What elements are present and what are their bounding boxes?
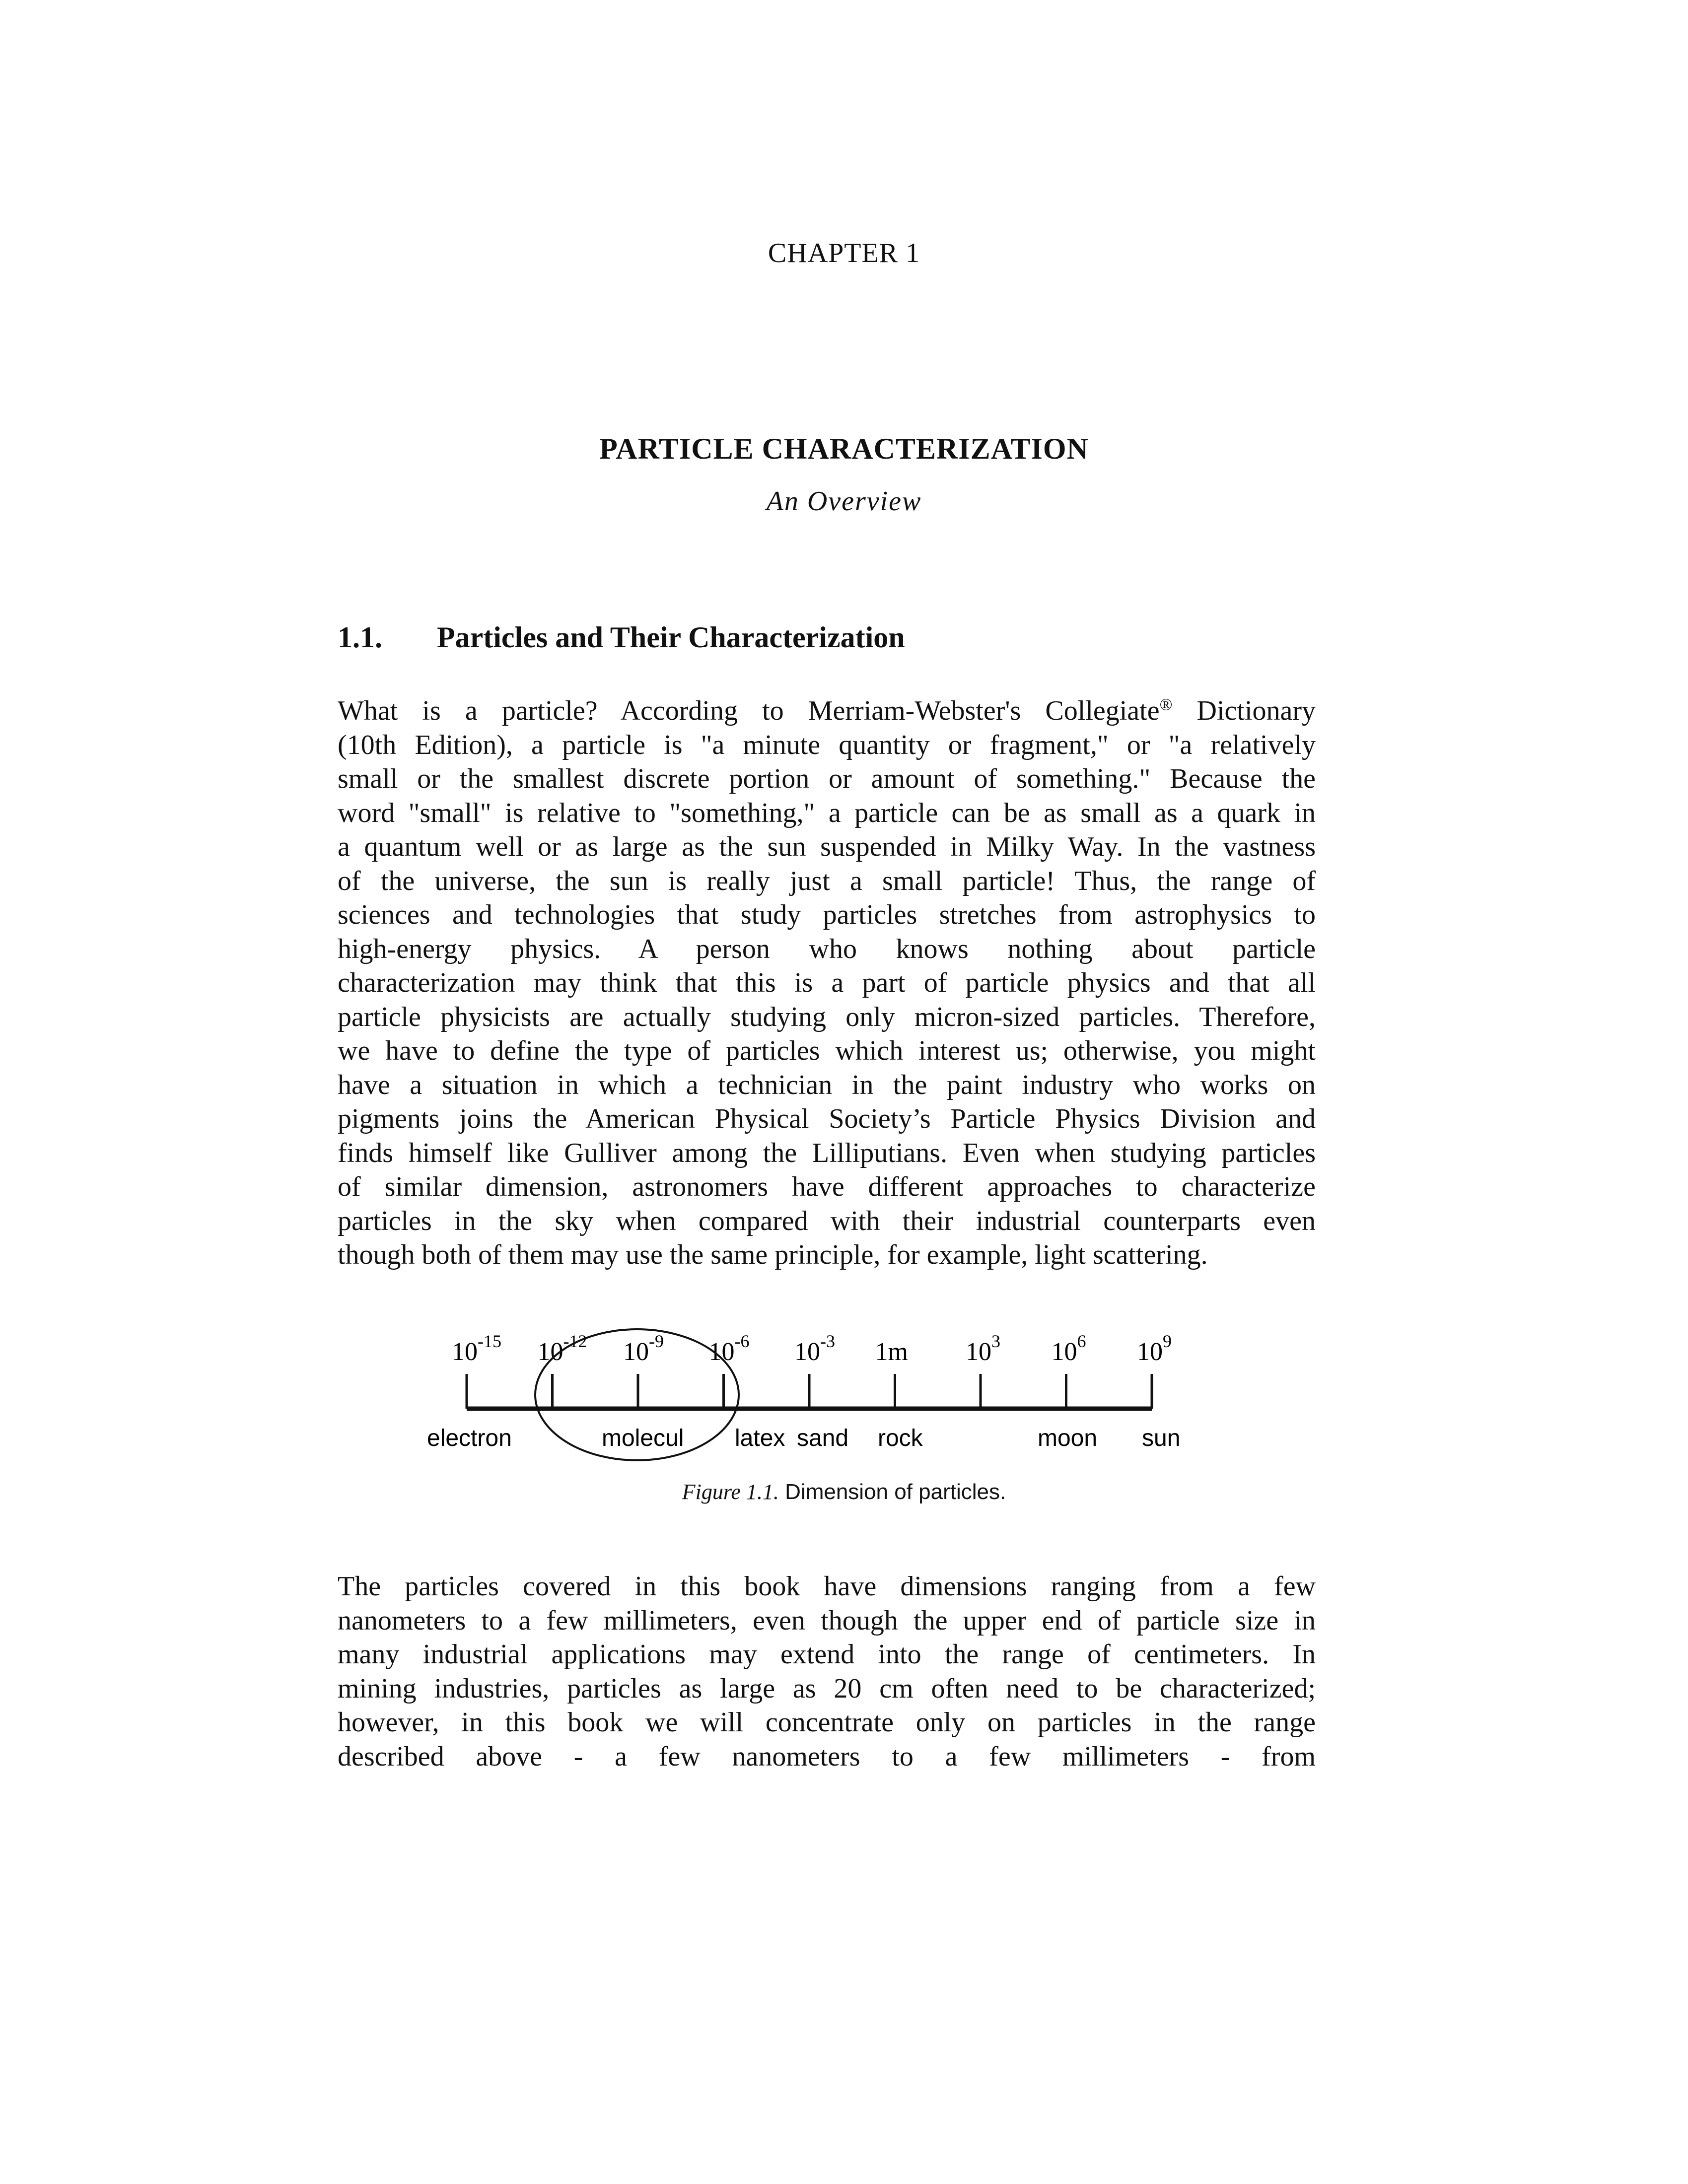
paragraph-1-line: What is a particle? According to Merriam-Webster's Collegiate® Dictionary bbox=[338, 695, 1316, 726]
paragraph-1-line: have a situation in which a technician in the paint industry who works on bbox=[338, 1069, 1316, 1100]
scale-label: $10^3$ bbox=[966, 1331, 1000, 1366]
object-label: sun bbox=[1142, 1425, 1181, 1451]
scale-label: $10^{-9}$ bbox=[623, 1331, 664, 1366]
object-labels bbox=[427, 1425, 1180, 1451]
paragraph-1 bbox=[338, 694, 1316, 1272]
section-title: Particles and Their Characterization bbox=[437, 621, 905, 654]
paragraph-1-line: finds himself like Gulliver among the Lilliputians. Even when studying particles bbox=[338, 1137, 1316, 1168]
object-label: electron bbox=[427, 1425, 512, 1451]
scale-label: $10^{-6}$ bbox=[708, 1331, 750, 1366]
paragraph-1-line: a quantum well or as large as the sun suspended in Milky Way. In the vastness bbox=[338, 831, 1316, 862]
paragraph-1-line: of the universe, the sun is really just a small particle! Thus, the range of bbox=[338, 865, 1316, 896]
paragraph-2-line: nanometers to a few millimeters, even though the upper end of particle size in bbox=[338, 1605, 1316, 1636]
paragraph-1-line: high-energy physics. A person who knows nothing about particle bbox=[338, 933, 1316, 964]
figure-caption-text: Dimension of particles. bbox=[785, 1480, 1006, 1504]
paragraph-1-line: characterization may think that this is a part of particle physics and that all bbox=[338, 967, 1316, 998]
figure-caption-label: Figure 1.1. bbox=[682, 1480, 779, 1504]
paragraph-2-line: The particles covered in this book have dimensions ranging from a few bbox=[338, 1571, 1316, 1602]
object-label: molecul bbox=[602, 1425, 684, 1451]
scale-label: $10^6$ bbox=[1051, 1331, 1086, 1366]
scale-label: $10^{-3}$ bbox=[794, 1331, 835, 1366]
scale-labels bbox=[452, 1331, 1172, 1366]
paragraph-1-line: we have to define the type of particles which interest us; otherwise, you might bbox=[338, 1035, 1316, 1066]
object-label: sand bbox=[797, 1425, 849, 1451]
paragraph-2 bbox=[338, 1570, 1316, 1774]
paragraph-1-line: particles in the sky when compared with their industrial counterparts even bbox=[338, 1205, 1316, 1236]
chapter-title: PARTICLE CHARACTERIZATION bbox=[599, 432, 1089, 465]
paragraph-1-line: small or the smallest discrete portion or amount of something." Because the bbox=[338, 763, 1316, 794]
paragraph-1-line: sciences and technologies that study particles stretches from astrophysics to bbox=[338, 899, 1316, 930]
dimension-scale-diagram bbox=[427, 1310, 1201, 1474]
paragraph-1-line: word "small" is relative to "something," a particle can be as small as a quark in bbox=[338, 797, 1316, 828]
figure-caption bbox=[0, 1479, 1688, 1504]
paragraph-2-line: described above - a few nanometers to a few millimeters - from bbox=[338, 1741, 1316, 1772]
paragraph-1-line: of similar dimension, astronomers have different approaches to characterize bbox=[338, 1171, 1316, 1202]
scale-label: 1m bbox=[875, 1338, 908, 1366]
paragraph-1-line: particle physicists are actually studying only micron-sized particles. Therefore, bbox=[338, 1001, 1316, 1032]
paragraph-2-line: mining industries, particles as large as 20 cm often need to be characterized; bbox=[338, 1673, 1316, 1704]
scale-ticks bbox=[467, 1374, 1152, 1409]
object-label: latex bbox=[735, 1425, 785, 1451]
object-label: rock bbox=[878, 1425, 923, 1451]
particle-dimension-figure bbox=[427, 1310, 1201, 1529]
scale-label: $10^9$ bbox=[1137, 1331, 1172, 1366]
paragraph-2-line: however, in this book we will concentrate only on particles in the range bbox=[338, 1707, 1316, 1738]
section-heading bbox=[338, 620, 905, 655]
chapter-heading: CHAPTER 1 bbox=[768, 238, 920, 269]
paragraph-1-line: pigments joins the American Physical Society’s Particle Physics Division and bbox=[338, 1103, 1316, 1134]
scale-label: $10^{-15}$ bbox=[452, 1331, 501, 1366]
paragraph-1-line: (10th Edition), a particle is "a minute quantity or fragment," or "a relatively bbox=[338, 729, 1316, 760]
paragraph-1-line: though both of them may use the same principle, for example, light scattering. bbox=[338, 1239, 1208, 1270]
scale-label: $10^{-12}$ bbox=[537, 1331, 587, 1366]
chapter-subtitle: An Overview bbox=[766, 486, 922, 517]
paragraph-2-line: many industrial applications may extend into the range of centimeters. In bbox=[338, 1639, 1316, 1670]
section-number: 1.1. bbox=[338, 621, 382, 654]
object-label: moon bbox=[1038, 1425, 1098, 1451]
